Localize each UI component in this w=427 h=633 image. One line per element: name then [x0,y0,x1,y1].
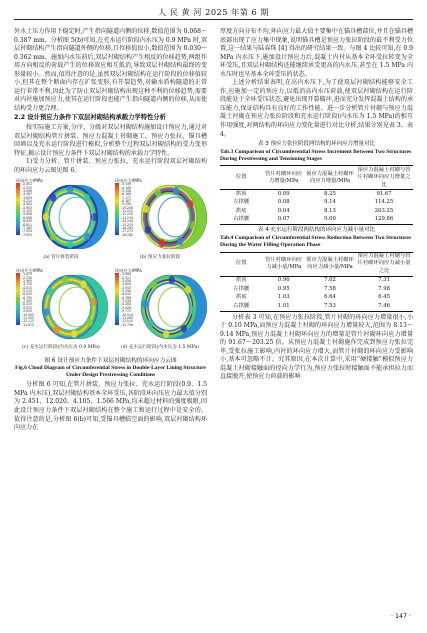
page-number: · 147 · [390,613,411,620]
paragraph-simulation-method: 按实际施工方案,分序、分级对双层衬砌结构施加设计预应力,通过对双层衬砌结构管片拼装、预应力混凝土衬砌施工、预应力张拉、锚具槽回填以及充水运行阶段进行模拟,分析整个过程双层衬砌结构的受力变形特征,揭示设计预应力条件下双层衬砌结构的承载力学特性。 [14,124,207,157]
table-row [220,207,413,215]
legend-value: -9.075 [22,305,32,310]
legend-value: -4.550 [121,285,131,290]
legend-colorbar [16,183,20,235]
table-cell: 91.67 [376,190,392,197]
table-row [220,285,413,293]
legend-value: -11.264 [121,315,133,320]
table-cell: 0.07 [262,216,304,225]
table-cell: 6.64 [324,294,336,301]
legend-value: -4.210 [22,199,32,204]
legend-value: -2.451 [22,182,32,187]
table-row [220,199,413,207]
table-cell: 0.09 [277,190,290,197]
legend-value: -3.139 [121,182,131,187]
panel-b [113,177,207,261]
table-row [220,294,413,302]
paragraph-anchor-groove: 厚度方向分布不均,环向应力最大值主要集中在锚具槽部位,并且在锚具槽底部出现了应力集中现象,说明锚具槽是预应力张拉阶段的最不利受力位置,这一结果与陆春珠 [4] 得出的研究结果一致。与图 4 比较可知,在 0.9 MPa 内水压下,施加设计预应力后,混凝土内衬从基本全环受拉转变为全环受压,且双层衬砌结构还能继续承受更高的内水压,甚至在 1.5 MPa 内水压时也呈基本全环受压的状态。 [220,28,413,78]
table-header-cell: 管片衬砌环向应力减小量/MPa [262,252,304,276]
legend-value: -4.953 [22,205,32,210]
table-row [220,190,413,199]
legend-value: -8.315 [22,302,32,307]
legend-value: -3.096 [22,189,32,194]
legend-value: -2.312 [121,275,131,280]
panel-d [113,267,207,351]
legend-value: -11.355 [22,315,34,320]
legend-value: -18.282 [121,232,133,237]
table-4-caption-cn: 表 4 充水运行阶段两结构的环向应力减小量对比 [258,227,375,234]
section-heading-2-2: 2.2 设计预应力条件下双层衬砌结构承载力学特性分析 [14,114,166,122]
legend-value: -7.177 [121,195,131,200]
table-header-cell: 管片衬砌环向应力增量/MPa [262,166,304,190]
panel-caption: (a) 管片拼装阶段 [43,255,79,261]
table-cell: 9.14 [324,199,336,206]
legend-colorbar [16,273,20,325]
running-header [0,0,427,22]
figure-caption-en: Fig.6 Cloud Diagram of Circumferential Stress in Double-Layer Lining Structure Under Design Prestressing Conditions [15,365,206,379]
legend-value: -8.187 [121,199,131,204]
table-3-caption-en: Tab.3 Comparison of Circumferential Stress Increment Between Two Structures During Prestressing and Tensioning Stages [220,148,412,163]
legend-value: -6.439 [22,219,32,224]
figure-caption-cn: 图 6 设计预应力条件下双层衬砌结构的环向应力云图 [44,358,177,365]
legend-value: -6.035 [22,292,32,297]
legend-value: -12.010 [121,319,133,324]
table-cell: 8.25 [324,190,336,197]
table-cell: 拱顶 [235,277,247,284]
right-column [220,28,413,382]
legend-title: 环向应力/MPa [115,268,142,274]
left-column [14,28,207,433]
panel-a [14,177,108,261]
legend-value: -5.325 [22,209,32,214]
legend-value: -17.272 [121,229,133,234]
table-row [220,276,413,285]
table-cell: 拱底 [235,294,247,301]
panel-c [14,267,108,351]
table-cell: 0.96 [277,277,290,284]
header-rule [14,19,413,20]
table-cell: 0.95 [277,285,290,292]
legend-value: -9.026 [121,305,131,310]
legend-title: 环向应力/MPa [16,268,43,274]
legend-value: -13.234 [121,215,133,220]
legend-title: 环向应力/MPa [16,178,43,184]
legend-value: -3.467 [22,192,32,197]
table-cell: 右拱腰 [220,302,262,311]
table-row [220,302,413,311]
panel-caption: (b) 预应力张拉阶段 [139,255,181,261]
table-cell: 7.53 [305,302,355,311]
table-cell: 9.09 [305,216,355,225]
table-header-cell: 预应力混凝土衬砌与管片衬砌环向应力增量之比 [355,166,413,190]
table-cell: 7.98 [378,285,390,292]
legend-value: -15.253 [121,222,133,227]
table-cell: 右拱腰 [220,216,262,225]
table-cell: 1.01 [262,302,304,311]
table-header-cell: 预应力混凝土衬砌环向应力减小量/MPa [305,252,355,276]
table-cell: 拱顶 [235,190,247,197]
legend-value: -6.168 [121,192,131,197]
table-cell: 7.58 [324,285,336,292]
table-cell: 129.86 [355,216,413,225]
legend-value: -6.811 [22,222,32,227]
legend-value: -6.068 [22,215,32,220]
paragraph-stress-analysis-intro: 1)受力分析。管片拼装、预应力张拉、充水运行阶段双层衬砌结构的环向应力云图见图 6。 [14,158,207,174]
paragraph-conclusion-prestress: 上述分析结果表明,在高内水压下,为了使双层衬砌结构能够安全工作,应施加一定的预应力,以抵消高内水压荷载,使双层衬砌结构在运行阶段能处于全环受压状态,避免出现开裂破坏,进而充分发挥混凝土结构的承压能力,保证结构具有良好的工作性能。进一步分析管片衬砌与预应力混凝土衬砌在预应力张拉阶段和充水运行阶段(内水压为 1.5 MPa)的相互作用强度,对两结构的环向应力变化量进行对比分析,结果分别见表 3、表 4。 [220,79,413,138]
legend-value: -2.525 [22,185,32,190]
table-cell: 0.08 [277,199,290,206]
legend-value: -5.158 [121,189,131,194]
legend-title: 环向应力/MPa [115,178,142,184]
table-cell: 拱底 [235,207,247,214]
paragraph-table-3-analysis: 分析表 3 可知,在预应力张拉阶段,管片衬砌的环向应力增量很小,小于 0.10 MPa,而预应力混凝土衬砌的环向应力增量较大,范围为 8.13～9.14 MPa,预应力混凝土衬砌环向应力的增量是管片衬砌环向应力增量的 91.67～203.25 倍。从预应力混凝土衬砌施作完成到预应力张拉完毕,受张拉施工影响,内衬的环向应力增大,而管片衬砌的环向应力受影响小,基本可忽略不计。究其原因,在本次计算中,采用“硬接触”模拟预应力混凝土衬砌接触面的径向力学行为,预应力张拉时接触面不能承担拉力而直接脱开,使预应力荷载的影响 [220,313,413,381]
legend-value: -2.995 [22,279,32,284]
legend-value: -1.566 [121,272,131,277]
legend-value: -4.582 [22,202,32,207]
table-cell: 7.31 [378,277,390,284]
table-cell: 203.25 [374,207,394,214]
legend-value: -12.225 [121,212,133,217]
legend-value: -10.206 [121,205,133,210]
table-header-cell: 预应力混凝土衬砌环向应力增量/MPa [305,166,355,190]
legend-colorbar [115,183,119,235]
legend-value: -5.296 [121,289,131,294]
table-3 [220,165,413,225]
legend-value: -3.804 [121,282,131,287]
legend-value: -2.235 [22,275,32,280]
table-cell: 7.02 [324,277,336,284]
table-cell: 114.25 [374,199,394,206]
legend-value: -7.555 [22,299,32,304]
panel-caption: (d) 充水运行阶段(内水压为 1.5 MPa) [120,345,200,351]
legend-value: -3.058 [121,279,131,284]
legend-colorbar [115,273,119,325]
legend-value: -12.756 [121,322,133,327]
legend-value: -7.534 [121,299,131,304]
legend-value: -1.475 [22,272,32,277]
table-3-caption-cn: 表 3 预应力张拉阶段两结构的环向应力增量对比 [258,141,375,148]
table-cell: 8.13 [324,207,336,214]
table-cell: 左拱腰 [233,285,250,292]
legend-value: -4.515 [22,285,32,290]
legend-value: -9.835 [22,309,32,314]
table-row [220,216,413,225]
table-header-row [220,166,413,190]
legend-value: -6.042 [121,292,131,297]
legend-value: -16.263 [121,225,133,230]
legend-value: -8.280 [121,302,131,307]
journal-title: 人 民 黄 河 2025 年第 6 期 [157,7,270,17]
table-cell: 7.46 [355,302,413,311]
panel-caption: (c) 充水运行阶段(内水压为 0.9 MPa) [22,345,100,351]
legend-value: -10.595 [22,312,34,317]
legend-value: -7.182 [22,225,32,230]
legend-value: -4.149 [121,185,131,190]
table-header-cell: 预应力混凝土衬砌与管片衬砌环向应力减小量之比 [355,252,413,276]
table-cell: 左拱腰 [233,199,250,206]
legend-value: -14.244 [121,219,133,224]
legend-value: -12.115 [22,319,34,324]
table-cell: 1.03 [277,294,290,301]
paragraph-displacement: 外水土压力作用下稳定时,产生指向隧道内侧的位移,数值范围为 0.068～0.387 mm。分析图 5(b)可知,在充水运行阶段内水压为 0.9 MPa 时,双层衬砌结构产生指向隧道外侧的位移,且位移值很小,数值范围为 0.030～0.362 mm。施加内水压前后,双层衬砌结构产生相反的位移趋势,两组作用方向相反的荷载产生的位移效应相互抵消,导致双层衬砌结构最终的变形量较小。然而,值得注意的是,虽然双层衬砌结构在运行阶段的位移值较小,但其在整个断面内存在扩张变形,有开裂趋势,对输水盾构隧道的正常运行非常不利,因此为了防止双层衬砌结构出现这种不利的位移趋势,需要对内衬施加预应力,使其在运行阶段也能产生指向隧道内侧的位移,从而使结构受力更合理。 [14,28,207,112]
legend-value: -3.839 [22,195,32,200]
legend-value: -10.518 [121,312,133,317]
table-4-caption-en: Tab.4 Comparison of Circumferential Stress Reduction Between Two Structures During the Water Filling Operation Phase [220,235,412,249]
legend-value: -6.788 [121,295,131,300]
legend-value: -9.196 [121,202,131,207]
table-cell: 6.45 [378,294,390,301]
table-header-cell: 位置 [220,252,262,276]
table-cell: 0.04 [277,207,290,214]
table-header-cell: 位置 [220,166,262,190]
legend-value: -7.554 [22,229,32,234]
legend-value: -5.275 [22,289,32,294]
paragraph-figure-analysis: 分析图 6 可知,在管片拼装、预应力张拉、充水运行阶段(0.9、1.5 MPa 内水压),双层衬砌结构基本全环受压,各阶段环向压应力最大值分别为 2.451、12.020、4.105、1.566 MPa,均未超过材料的强度极限,因此设计预应力条件下双层衬砌结构在整个施工和运行过程中是安全的。值得注意的是,分析图 6(b)可知,受锚具槽临空面的影响,双层衬砌结构环向应力在 [14,381,207,432]
table-4 [220,252,413,312]
legend-value: -12.875 [22,322,34,327]
legend-value: -3.755 [22,282,32,287]
legend-value: -5.696 [22,212,32,217]
table-header-row [220,252,413,276]
figure-6-stress-clouds [14,177,207,355]
legend-value: -6.795 [22,295,32,300]
legend-value: -9.772 [121,309,131,314]
legend-value: -11.215 [121,209,133,214]
legend-value: -7.925 [22,232,32,237]
